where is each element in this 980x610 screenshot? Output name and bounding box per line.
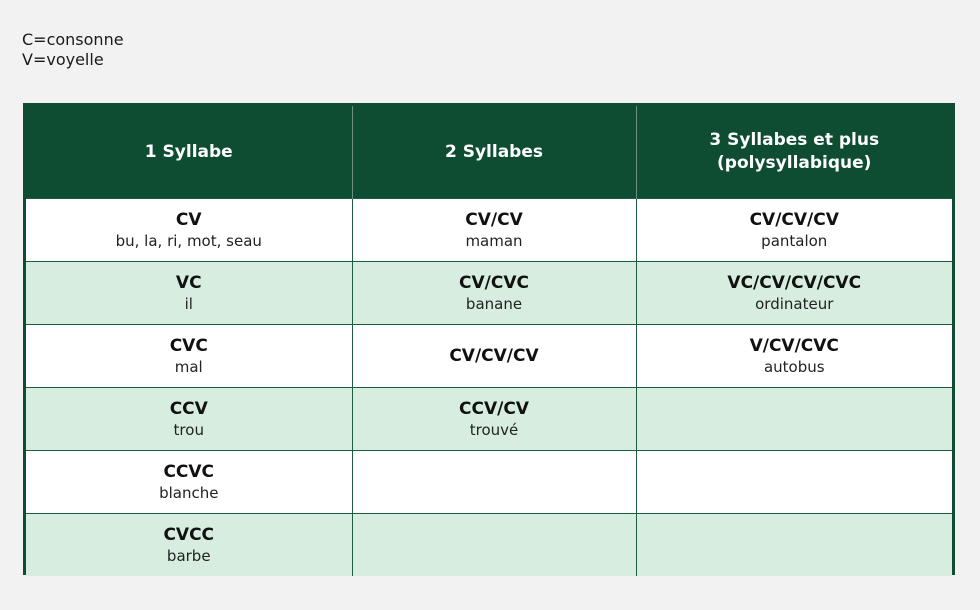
cell-two-syllables [352,388,636,451]
syllable-pattern: CV/CV/CV [449,346,539,366]
example-words: banane [465,294,523,313]
syllable-pattern: CV/CV [465,209,523,230]
syllable-table [23,103,955,575]
syllable-pattern: CV/CVC [459,272,529,293]
cell-three-plus-syllables [636,325,952,388]
syllable-pattern: CV [175,209,202,230]
header-three-plus-line1: 3 Syllabes et plus [709,130,880,150]
legend [22,30,124,70]
syllable-pattern: CV/CV/CV [749,209,839,230]
cell-two-syllables [352,514,636,577]
example-words: trouvé [469,420,519,439]
legend-vowel: V=voyelle [22,50,104,69]
header-one-syllable: 1 Syllabe [26,106,352,199]
syllable-pattern: CCV/CV [459,398,529,419]
header-three-plus-line2: (polysyllabique) [717,153,872,173]
syllable-pattern: VC [175,272,202,293]
cell-one-syllable [26,514,352,577]
header-two-syllables: 2 Syllabes [352,106,636,199]
syllable-pattern: CVCC [163,524,215,545]
cell-three-plus-syllables [636,199,952,262]
cell-two-syllables [352,262,636,325]
syllable-pattern: CCV [169,398,208,419]
cell-one-syllable [26,262,352,325]
example-words: autobus [763,357,825,376]
example-words: maman [465,231,523,250]
table-row [26,262,952,325]
header-three-plus-syllables [636,106,952,199]
syllable-pattern: V/CV/CVC [749,335,839,356]
table-row [26,388,952,451]
cell-one-syllable [26,325,352,388]
example-words: il [184,294,193,313]
syllable-pattern: CVC [169,335,208,356]
example-words: pantalon [761,231,828,250]
table-row [26,199,952,262]
header-row [26,106,952,199]
cell-one-syllable [26,388,352,451]
legend-consonant: C=consonne [22,30,124,49]
cell-one-syllable [26,451,352,514]
cell-three-plus-syllables [636,451,952,514]
syllable-pattern: VC/CV/CV/CVC [727,272,862,293]
example-words: mal [174,357,203,376]
cell-two-syllables [352,199,636,262]
cell-one-syllable [26,199,352,262]
syllable-table-grid [26,106,952,576]
table-body [26,199,952,577]
cell-three-plus-syllables [636,514,952,577]
example-words: blanche [159,483,219,502]
cell-three-plus-syllables [636,262,952,325]
example-words: barbe [166,546,211,565]
syllable-pattern: CCVC [163,461,215,482]
example-words: trou [173,420,204,439]
table-row [26,325,952,388]
example-words: bu, la, ri, mot, seau [115,231,262,250]
table-row [26,514,952,577]
cell-two-syllables [352,325,636,388]
table-header [26,106,952,199]
cell-three-plus-syllables [636,388,952,451]
cell-two-syllables [352,451,636,514]
example-words: ordinateur [755,294,834,313]
table-row [26,451,952,514]
